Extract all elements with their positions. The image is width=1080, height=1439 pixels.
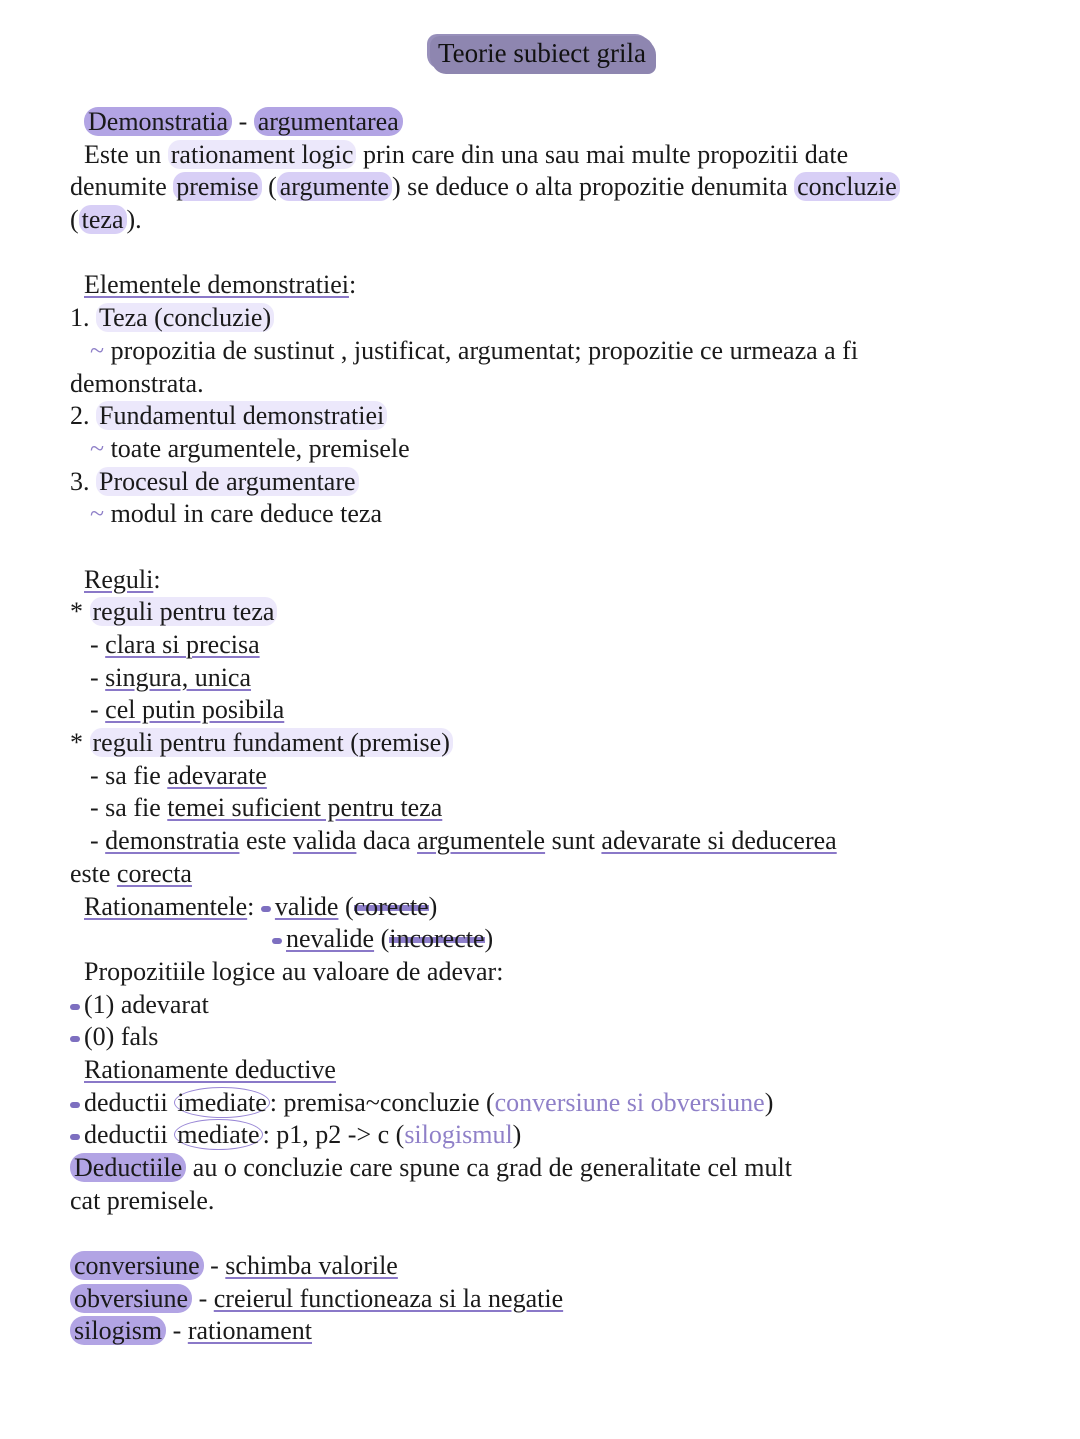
text: - bbox=[90, 662, 106, 692]
text: deductii bbox=[84, 1120, 175, 1150]
hl-faint-text: Teza (concluzie) bbox=[96, 303, 274, 332]
ul-text: adevarate bbox=[167, 760, 267, 790]
text: cat premisele. bbox=[70, 1185, 215, 1215]
strike-text: corecte bbox=[353, 891, 429, 921]
text: ( bbox=[70, 205, 79, 235]
text-line bbox=[70, 629, 1030, 662]
note-body bbox=[70, 106, 1030, 1348]
text: 3. bbox=[70, 466, 96, 496]
text-line bbox=[70, 858, 1030, 891]
text: ). bbox=[126, 205, 142, 235]
text-line bbox=[70, 302, 1030, 335]
text: : premisa~concluzie ( bbox=[269, 1087, 495, 1117]
text-line bbox=[70, 956, 1030, 989]
blank-line bbox=[70, 237, 1030, 270]
ul-text: Rationamentele bbox=[84, 891, 248, 921]
text: ) bbox=[484, 924, 494, 954]
ul-text: creierul functioneaza si la negatie bbox=[213, 1283, 564, 1313]
purple-text: silogismul bbox=[404, 1120, 513, 1150]
text: ( bbox=[374, 924, 390, 954]
strike-text: incorecte bbox=[389, 924, 485, 954]
ul-text: corecta bbox=[116, 858, 192, 888]
ul-text: adevarate si deducerea bbox=[601, 826, 837, 856]
hl-faint-text: reguli pentru fundament (premise) bbox=[90, 728, 453, 757]
ul-text: Elementele demonstratiei bbox=[84, 270, 349, 300]
blank-line bbox=[70, 1217, 1030, 1250]
text-line bbox=[70, 498, 1030, 531]
text-line bbox=[70, 269, 1030, 302]
ul-text: schimba valorile bbox=[225, 1251, 398, 1281]
hl-faint-text: reguli pentru teza bbox=[90, 597, 278, 626]
text-line bbox=[70, 923, 1030, 956]
text: ) bbox=[512, 1120, 522, 1150]
text: prin care din una sau mai multe propozitii date bbox=[356, 139, 849, 169]
text-line bbox=[70, 760, 1030, 793]
text: modul in care deduce teza bbox=[104, 499, 382, 529]
ul-text: clara si precisa bbox=[105, 630, 260, 659]
ul-text: Rationamente deductive bbox=[84, 1054, 336, 1084]
text-line bbox=[70, 596, 1030, 629]
text: sunt bbox=[545, 826, 602, 856]
text-line bbox=[70, 139, 1030, 172]
text: ) bbox=[764, 1087, 774, 1117]
text: ( bbox=[261, 172, 277, 202]
bullet-dash-icon bbox=[261, 906, 271, 912]
ul-text: Reguli bbox=[84, 564, 154, 594]
text: - bbox=[203, 1251, 226, 1281]
hl-strong-text: argumentarea bbox=[254, 107, 403, 136]
ul-text: nevalide bbox=[286, 924, 375, 954]
text-line bbox=[70, 106, 1030, 139]
ul-text: demonstratia bbox=[105, 826, 240, 856]
hl-strong-text: conversiune bbox=[70, 1251, 204, 1280]
text: - bbox=[90, 695, 106, 725]
text-line bbox=[70, 400, 1030, 433]
text-line bbox=[70, 1315, 1030, 1348]
text: demonstrata. bbox=[70, 368, 204, 398]
ul-text: singura, unica bbox=[105, 662, 252, 692]
bullet-dash-icon bbox=[70, 1102, 80, 1108]
text-line bbox=[70, 1283, 1030, 1316]
text: - bbox=[192, 1283, 214, 1313]
text: ( bbox=[338, 891, 354, 921]
page-title: Teorie subiect grila bbox=[430, 36, 654, 71]
text: 1. bbox=[70, 303, 96, 333]
text-line bbox=[70, 1021, 1030, 1054]
ul-text: argumentele bbox=[417, 826, 546, 856]
circle-text: mediate bbox=[174, 1119, 262, 1150]
text: ) bbox=[428, 891, 438, 921]
text-line bbox=[70, 1119, 1030, 1152]
text: Propozitiile logice au valoare de adevar: bbox=[84, 956, 504, 986]
text-line bbox=[70, 1152, 1030, 1185]
hl-strong-text: silogism bbox=[70, 1316, 166, 1345]
bullet-dash-icon bbox=[70, 1036, 80, 1042]
hl-strong-text: Deductiile bbox=[70, 1153, 186, 1182]
text-line bbox=[70, 1087, 1030, 1120]
hl-faint-text: Procesul de argumentare bbox=[96, 467, 359, 496]
ul-text: temei suficient pentru teza bbox=[167, 793, 443, 823]
bullet-dash-icon bbox=[70, 1134, 80, 1140]
text-line bbox=[70, 335, 1030, 368]
purple-text: conversiune si obversiune bbox=[494, 1087, 765, 1117]
text: : bbox=[348, 270, 357, 300]
text-line bbox=[70, 727, 1030, 760]
text: : p1, p2 -> c ( bbox=[262, 1120, 405, 1150]
text-line bbox=[70, 1185, 1030, 1218]
circle-text: imediate bbox=[174, 1087, 270, 1118]
text: toate argumentele, premisele bbox=[104, 433, 410, 463]
text: : bbox=[247, 891, 261, 921]
text: - bbox=[90, 826, 106, 856]
text-line bbox=[70, 662, 1030, 695]
text-line bbox=[70, 564, 1030, 597]
tilde-text: ~ bbox=[90, 335, 105, 365]
hl-text: teza bbox=[79, 205, 127, 234]
hl-text: argumente bbox=[277, 172, 392, 201]
text: propozitia de sustinut , justificat, argumentat; propozitie ce urmeaza a fi bbox=[104, 335, 859, 365]
bullet-dash-icon bbox=[70, 1004, 80, 1010]
text-line bbox=[70, 368, 1030, 401]
text: - sa fie bbox=[90, 793, 168, 823]
text: : bbox=[153, 564, 161, 594]
text: (0) fals bbox=[84, 1022, 159, 1052]
hl-text: concluzie bbox=[794, 172, 900, 201]
hl-strong-text: Demonstratia bbox=[84, 107, 232, 136]
text: Este un bbox=[84, 139, 168, 169]
ul-text: valida bbox=[292, 826, 357, 856]
text: au o concluzie care spune ca grad de generalitate cel mult bbox=[186, 1153, 792, 1182]
text-line bbox=[70, 989, 1030, 1022]
hl-text: premise bbox=[173, 172, 261, 201]
text: * bbox=[70, 728, 90, 758]
text: este bbox=[239, 826, 293, 856]
tilde-text: ~ bbox=[90, 433, 105, 463]
text: deductii bbox=[84, 1087, 175, 1117]
hl-faint-text: Fundamentul demonstratiei bbox=[96, 401, 387, 430]
bullet-dash-icon bbox=[272, 938, 282, 944]
text: este bbox=[70, 858, 117, 888]
text: 2. bbox=[70, 401, 96, 431]
text-line bbox=[70, 1250, 1030, 1283]
text-line bbox=[70, 171, 1030, 204]
ul-text: rationament bbox=[187, 1316, 312, 1346]
text-line bbox=[70, 204, 1030, 237]
blank-line bbox=[70, 531, 1030, 564]
hl-strong-text: obversiune bbox=[70, 1284, 192, 1313]
text-line bbox=[70, 466, 1030, 499]
text: - bbox=[90, 630, 106, 659]
text: - sa fie bbox=[90, 760, 168, 790]
text: denumite bbox=[70, 172, 174, 202]
text: ) se deduce o alta propozitie denumita bbox=[392, 172, 795, 202]
text-line bbox=[70, 825, 1030, 858]
hl-faint-text: rationament logic bbox=[168, 140, 357, 169]
text: * bbox=[70, 597, 90, 627]
text-line bbox=[70, 433, 1030, 466]
text: daca bbox=[356, 826, 418, 856]
text-line bbox=[70, 792, 1030, 825]
ul-text: valide bbox=[274, 891, 339, 921]
text-line bbox=[70, 694, 1030, 727]
ul-text: cel putin posibila bbox=[105, 695, 285, 725]
tilde-text: ~ bbox=[90, 499, 105, 529]
text-line bbox=[70, 891, 1030, 924]
text: - bbox=[166, 1316, 188, 1346]
text-line bbox=[70, 1054, 1030, 1087]
text: (1) adevarat bbox=[84, 989, 209, 1019]
text: - bbox=[232, 107, 254, 136]
